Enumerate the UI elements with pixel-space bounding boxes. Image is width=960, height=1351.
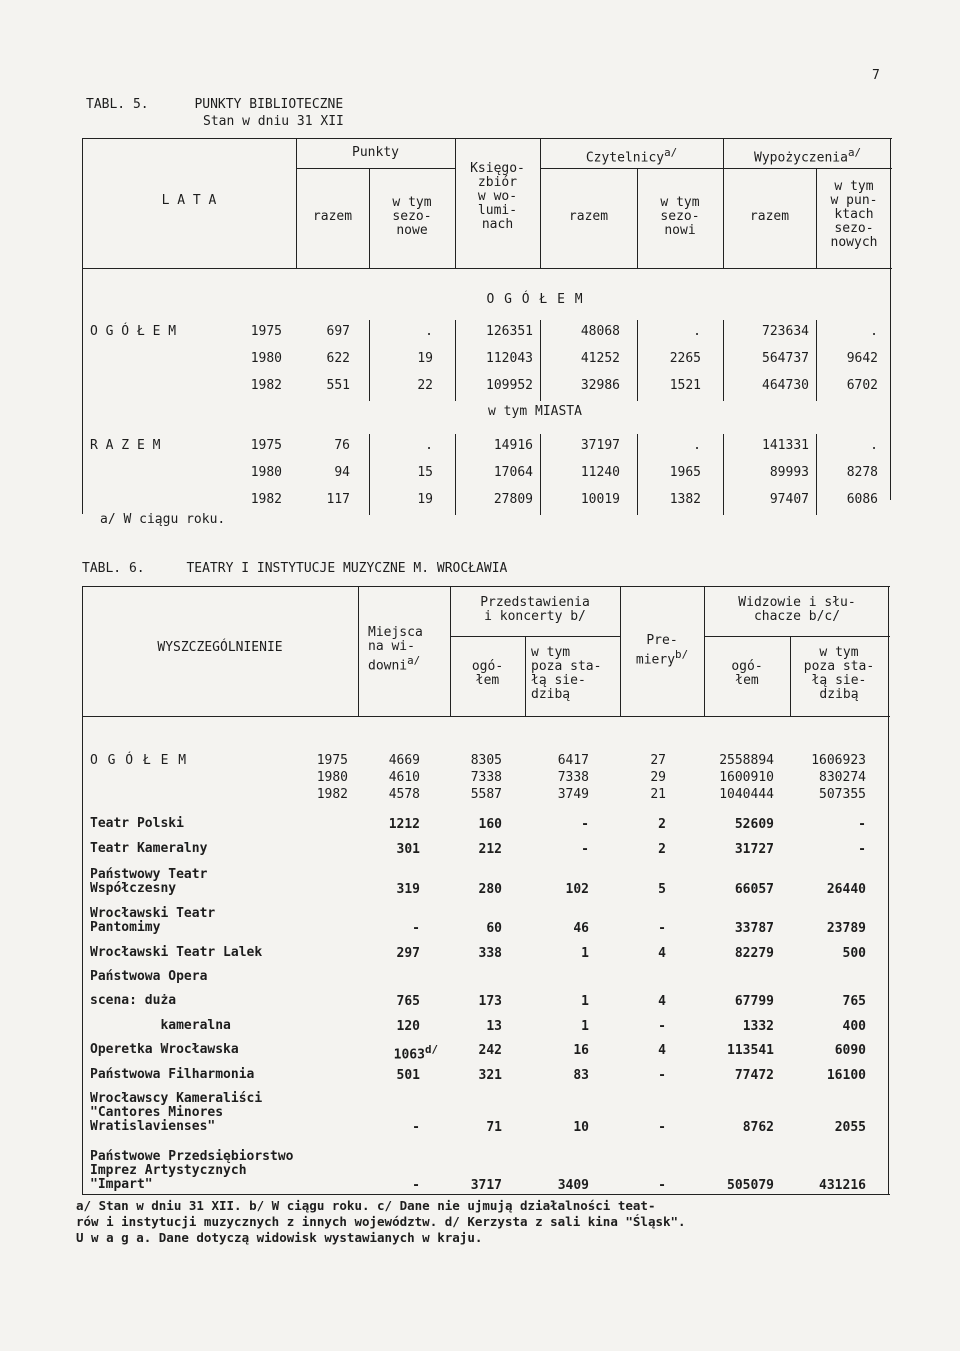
t5-rows_razem-cell-sezon: 19	[417, 492, 433, 507]
t5-block-col-line	[369, 434, 370, 515]
t6-ogolem-cell-przedst: 8305	[470, 753, 502, 768]
t6-institution-cell-poza: 1	[581, 1019, 589, 1034]
t6-institution-cell-widz_poza: -	[858, 842, 866, 857]
t5-block-col-line	[723, 320, 724, 401]
page-number: 7	[872, 68, 880, 83]
t5-rows_ogolem-cell-ksieg: 109952	[486, 378, 533, 393]
t6-institution-cell-widz_poza: 16100	[826, 1068, 866, 1083]
t6-institution-cell-przedst: 242	[478, 1043, 502, 1058]
header-wypozyczenia-label: Wypożyczenia	[754, 150, 848, 166]
t6-miejsca-sup: d/	[424, 1043, 438, 1056]
table5-subheader-line	[296, 168, 455, 169]
t6-institution-cell-widz_poza: 431216	[819, 1178, 866, 1193]
table5-header-rule	[82, 268, 892, 269]
header-wypozyczenia-razem: razem	[749, 209, 790, 224]
t6-institution-cell-widz_poza: 2055	[834, 1120, 866, 1135]
t5-rows_razem-cell-year: 1980	[250, 465, 282, 480]
t6-institution-cell-poza: 3409	[557, 1178, 589, 1193]
header-wyszczegolnienie: WYSZCZEGÓLNIENIE	[157, 640, 283, 655]
t6-institution-cell-widz: 33787	[734, 921, 774, 936]
t6-ogolem-year: 1975	[316, 753, 348, 768]
header-punkty-sezonowe: w tym sezo- nowe	[392, 195, 432, 238]
t5-block-col-line	[637, 434, 638, 515]
t6-institution-cell-widz_poza: 6090	[834, 1043, 866, 1058]
header-przedstawienia: Przedstawienia i koncerty b/	[480, 595, 590, 624]
t5-rows_ogolem-cell-ksieg: 126351	[486, 324, 533, 339]
table6-label: TABL. 6.	[82, 561, 145, 576]
t6-institution-cell-widz: 113541	[727, 1043, 774, 1058]
section-ogolem: O G Ó Ł E M	[486, 292, 584, 307]
header-miejsca-sup: a/	[407, 654, 421, 667]
t5-rows_razem-cell-punkty: 94	[334, 465, 350, 480]
t6-institution-cell-widz: 82279	[734, 946, 774, 961]
t6-institution-cell-premiery: -	[658, 921, 666, 936]
t6-institution-cell-widz_poza: 400	[842, 1019, 866, 1034]
t5-rows_razem-cell-czyt: 37197	[580, 438, 620, 453]
t6-institution-name: scena: duża	[90, 993, 177, 1008]
t6-institution-cell-premiery: 2	[658, 842, 666, 857]
t6-institution-cell-przedst: 160	[478, 817, 502, 832]
table6-footnote-1: a/ Stan w dniu 31 XII. b/ W ciągu roku. c/ Dane nie ujmują działalności teat-	[76, 1198, 656, 1213]
t6-institution-cell-widz_poza: 23789	[826, 921, 866, 936]
t6-ogolem-cell-premiery: 27	[650, 753, 666, 768]
t5-rows_ogolem-cell-czyt: 48068	[580, 324, 620, 339]
t5-rows_razem-cell-czyt: 10019	[580, 492, 620, 507]
t6-institution-cell-przedst: 212	[478, 842, 502, 857]
t6-ogolem-year: 1982	[316, 787, 348, 802]
t6-institution-cell-miejsca: 301	[396, 842, 420, 857]
t6-institution-name: Państwowe Przedsiębiorstwo Imprez Artystycznych "Impart"	[90, 1149, 294, 1192]
table5-title: PUNKTY BIBLIOTECZNE	[194, 97, 344, 112]
t5-rows_ogolem-cell-czyt_sez: 2265	[669, 351, 701, 366]
t5-block-col-line	[455, 320, 456, 401]
t6-institution-cell-przedst: 173	[478, 994, 502, 1009]
t6-institution-cell-premiery: 4	[658, 946, 666, 961]
t5-rows_razem-cell-ksieg: 27809	[493, 492, 533, 507]
t5-rows_razem-cell-czyt: 11240	[580, 465, 620, 480]
t6-institution-cell-przedst: 280	[478, 882, 502, 897]
header-ksiegozbior: Księgo- zbiór w wo- lumi- nach	[470, 161, 525, 232]
t6-institution-cell-premiery: -	[658, 1068, 666, 1083]
group-razem: R A Z E M	[90, 438, 161, 453]
t6-institution-cell-widz_poza: -	[858, 817, 866, 832]
table6-subheader-line	[704, 636, 890, 637]
table5-heading	[86, 97, 343, 112]
t6-institution-cell-widz_poza: 500	[842, 946, 866, 961]
header-punkty-razem: razem	[312, 209, 353, 224]
table5-footnote: a/ W ciągu roku.	[100, 512, 226, 527]
t6-institution-name: Wrocławski Teatr Lalek	[90, 945, 263, 960]
t5-rows_ogolem-cell-punkty: 697	[326, 324, 350, 339]
t6-ogolem-year: 1980	[316, 770, 348, 785]
t6-institution-cell-miejsca: 1212	[388, 817, 420, 832]
t5-rows_razem-cell-czyt_sez: 1382	[669, 492, 701, 507]
t5-rows_ogolem-cell-year: 1982	[250, 378, 282, 393]
t6-institution-cell-widz: 66057	[734, 882, 774, 897]
t6-institution-cell-premiery: 4	[658, 1043, 666, 1058]
t6-institution-cell-miejsca: -	[412, 1120, 420, 1135]
table6-footnote-3: U w a g a. Dane dotyczą widowisk wystawianych w kraju.	[76, 1230, 483, 1245]
group-ogolem: O G Ó Ł E M	[90, 324, 177, 339]
t6-institution-cell-widz: 8762	[742, 1120, 774, 1135]
header-lata: L A T A	[161, 193, 217, 208]
t5-rows_razem-cell-sezon: 15	[417, 465, 433, 480]
t6-institution-cell-poza: 10	[573, 1120, 589, 1135]
t6-institution-name: Teatr Polski	[90, 816, 184, 831]
table6-header-rule	[82, 716, 890, 717]
t6-institution-cell-poza: -	[581, 817, 589, 832]
t6-institution-cell-widz: 505079	[727, 1178, 774, 1193]
t6-institution-cell-poza: 1	[581, 994, 589, 1009]
header-widzowie: Widzowie i słu- chacze b/c/	[738, 595, 856, 624]
t6-ogolem-cell-premiery: 21	[650, 787, 666, 802]
t6-ogolem-cell-widz: 1040444	[719, 787, 774, 802]
t6-institution-cell-widz: 77472	[734, 1068, 774, 1083]
t5-rows_ogolem-cell-czyt: 41252	[580, 351, 620, 366]
t5-block-col-line	[723, 434, 724, 515]
t6-institution-cell-widz_poza: 26440	[826, 882, 866, 897]
t5-rows_ogolem-cell-czyt: 32986	[580, 378, 620, 393]
t5-rows_ogolem-cell-ksieg: 112043	[486, 351, 533, 366]
header-wypozyczenia-punkty: w tym w pun- ktach sezo- nowych	[830, 179, 878, 250]
t5-rows_razem-cell-year: 1975	[250, 438, 282, 453]
header-przedst-ogolem: ogó- łem	[471, 659, 504, 688]
t6-institution-cell-miejsca: 297	[396, 946, 420, 961]
t6-institution-cell-poza: 16	[573, 1043, 589, 1058]
t5-rows_razem-cell-sezon: .	[425, 438, 433, 453]
t6-institution-cell-miejsca: 501	[396, 1068, 420, 1083]
table6-bottom-border	[82, 1194, 890, 1195]
t5-rows_ogolem-cell-punkty: 551	[326, 378, 350, 393]
t6-institution-cell-przedst: 3717	[470, 1178, 502, 1193]
t6-institution-cell-poza: 83	[573, 1068, 589, 1083]
t6-ogolem-cell-widz: 1600910	[719, 770, 774, 785]
t5-rows_razem-cell-wyp_sez: .	[870, 438, 878, 453]
header-punkty: Punkty	[352, 145, 399, 160]
t6-institution-cell-przedst: 321	[478, 1068, 502, 1083]
t5-rows_ogolem-cell-czyt_sez: .	[693, 324, 701, 339]
t6-institution-cell-miejsca: 765	[396, 994, 420, 1009]
t6-institution-cell-przedst: 71	[486, 1120, 502, 1135]
header-czytelnicy	[540, 146, 723, 165]
t6-institution-name: Państwowa Filharmonia	[90, 1067, 255, 1082]
t6-ogolem-cell-widz_poza: 507355	[819, 787, 866, 802]
t6-institution-cell-premiery: 2	[658, 817, 666, 832]
table6-top-border	[82, 586, 890, 587]
t6-institution-cell-poza: 46	[573, 921, 589, 936]
t6-institution-cell-miejsca: 319	[396, 882, 420, 897]
t5-rows_razem-cell-wyp: 89993	[769, 465, 809, 480]
t6-institution-cell-premiery: -	[658, 1120, 666, 1135]
t6-institution-cell-premiery: -	[658, 1178, 666, 1193]
header-wypozyczenia-sup: a/	[847, 146, 861, 159]
t6-institution-cell-premiery: 5	[658, 882, 666, 897]
t6-ogolem-cell-przedst: 5587	[470, 787, 502, 802]
header-czytelnicy-sup: a/	[664, 146, 678, 159]
t6-ogolem-cell-premiery: 29	[650, 770, 666, 785]
t5-block-col-line	[540, 434, 541, 515]
ogolem-label: O G Ó Ł E M	[90, 753, 188, 768]
t6-institution-cell-poza: 1	[581, 946, 589, 961]
t5-rows_ogolem-cell-wyp_sez: 6702	[846, 378, 878, 393]
t6-ogolem-cell-przedst: 7338	[470, 770, 502, 785]
section-miasta: w tym MIASTA	[488, 404, 582, 419]
header-wypozyczenia	[723, 146, 892, 165]
t6-institution-name: Państwowy Teatr Współczesny	[90, 867, 208, 896]
t6-institution-cell-widz: 31727	[734, 842, 774, 857]
header-widz-poza: w tym poza sta- łą sie- dzibą	[803, 645, 875, 702]
t5-block-col-line	[816, 434, 817, 515]
t6-institution-cell-miejsca	[350, 1043, 438, 1062]
t6-institution-cell-widz: 67799	[734, 994, 774, 1009]
header-premiery	[620, 634, 704, 667]
t5-rows_ogolem-cell-punkty: 622	[326, 351, 350, 366]
t6-institution-name: Operetka Wrocławska	[90, 1042, 239, 1057]
t6-institution-cell-premiery: 4	[658, 994, 666, 1009]
table6-title: TEATRY I INSTYTUCJE MUZYCZNE M. WROCŁAWIA	[186, 561, 508, 576]
t6-miejsca-value: 1063	[393, 1047, 425, 1063]
t6-institution-cell-miejsca: 120	[396, 1019, 420, 1034]
table6-right-border	[888, 586, 889, 1194]
t5-block-col-line	[637, 320, 638, 401]
t5-rows_ogolem-cell-year: 1980	[250, 351, 282, 366]
table5-top-border	[82, 138, 892, 139]
t6-institution-cell-miejsca: -	[412, 1178, 420, 1193]
t6-institution-cell-widz_poza: 765	[842, 994, 866, 1009]
table5-label: TABL. 5.	[86, 97, 149, 112]
t6-institution-cell-przedst: 13	[486, 1019, 502, 1034]
header-miejsca	[358, 626, 460, 673]
header-premiery-sup: b/	[675, 648, 689, 661]
t6-ogolem-cell-widz_poza: 1606923	[811, 753, 866, 768]
t6-institution-cell-poza: 102	[565, 882, 589, 897]
t6-institution-name: Teatr Kameralny	[90, 841, 208, 856]
header-czytelnicy-razem: razem	[568, 209, 609, 224]
t5-rows_ogolem-cell-czyt_sez: 1521	[669, 378, 701, 393]
t6-institution-cell-widz: 1332	[742, 1019, 774, 1034]
t5-rows_ogolem-cell-sezon: 22	[417, 378, 433, 393]
t6-ogolem-cell-poza: 3749	[557, 787, 589, 802]
t6-institution-name: Wrocławski Teatr Pantomimy	[90, 906, 216, 935]
t5-rows_razem-cell-ksieg: 17064	[493, 465, 533, 480]
t6-ogolem-cell-widz: 2558894	[719, 753, 774, 768]
t6-ogolem-cell-widz_poza: 830274	[819, 770, 866, 785]
t5-block-col-line	[455, 434, 456, 515]
table6-footnote-2: rów i instytucji muzycznych z innych województw. d/ Kerzysta z sali kina "Śląsk".	[76, 1214, 686, 1229]
t5-rows_razem-cell-wyp_sez: 6086	[846, 492, 878, 507]
t5-rows_razem-cell-wyp: 97407	[769, 492, 809, 507]
t6-institution-name: kameralna	[90, 1018, 231, 1033]
header-przedst-poza: w tym poza sta- łą sie- dzibą	[531, 645, 602, 702]
table6-subheader-line	[450, 636, 620, 637]
t5-rows_ogolem-cell-sezon: 19	[417, 351, 433, 366]
t6-institution-name: Państwowa Opera	[90, 969, 208, 984]
header-czytelnicy-label: Czytelnicy	[585, 150, 665, 166]
t5-block-col-line	[369, 320, 370, 401]
t6-ogolem-cell-miejsca: 4610	[388, 770, 420, 785]
table6-heading	[82, 561, 507, 576]
t6-institution-cell-widz: 52609	[734, 817, 774, 832]
t5-block-col-line	[540, 320, 541, 401]
t6-institution-cell-premiery: -	[658, 1019, 666, 1034]
header-miejsca-label: Miejsca na wi- downi	[368, 625, 423, 674]
t5-rows_ogolem-cell-wyp: 464730	[762, 378, 809, 393]
table5-subtitle: Stan w dniu 31 XII	[203, 114, 344, 129]
t5-rows_ogolem-cell-sezon: .	[425, 324, 433, 339]
t5-block-col-line	[816, 320, 817, 401]
t5-rows_ogolem-cell-wyp: 723634	[762, 324, 809, 339]
t5-rows_razem-cell-czyt_sez: .	[693, 438, 701, 453]
t5-rows_razem-cell-czyt_sez: 1965	[669, 465, 701, 480]
t6-institution-cell-przedst: 60	[486, 921, 502, 936]
t5-rows_razem-cell-punkty: 117	[326, 492, 350, 507]
t5-rows_ogolem-cell-wyp: 564737	[762, 351, 809, 366]
t6-institution-cell-przedst: 338	[478, 946, 502, 961]
t5-rows_ogolem-cell-wyp_sez: 9642	[846, 351, 878, 366]
t6-ogolem-cell-poza: 7338	[557, 770, 589, 785]
t6-ogolem-cell-miejsca: 4578	[388, 787, 420, 802]
t6-institution-name: Wrocławscy Kameraliści "Cantores Minores Wratislavienses"	[90, 1091, 263, 1134]
table6-left-border	[82, 586, 83, 1194]
t5-rows_ogolem-cell-year: 1975	[250, 324, 282, 339]
t5-rows_razem-cell-punkty: 76	[334, 438, 350, 453]
t5-rows_razem-cell-wyp_sez: 8278	[846, 465, 878, 480]
t5-rows_ogolem-cell-wyp_sez: .	[870, 324, 878, 339]
table5-subheader-line	[540, 168, 892, 169]
t6-ogolem-cell-miejsca: 4669	[388, 753, 420, 768]
t5-rows_razem-cell-ksieg: 14916	[493, 438, 533, 453]
header-czytelnicy-sezonowi: w tym sezo- nowi	[660, 195, 700, 238]
t6-institution-cell-miejsca: -	[412, 921, 420, 936]
t6-ogolem-cell-poza: 6417	[557, 753, 589, 768]
t5-rows_razem-cell-wyp: 141331	[762, 438, 809, 453]
header-widz-ogolem: ogó- łem	[731, 659, 763, 688]
t5-rows_razem-cell-year: 1982	[250, 492, 282, 507]
header-premiery-label: Pre- miery	[635, 633, 678, 668]
t6-institution-cell-poza: -	[581, 842, 589, 857]
